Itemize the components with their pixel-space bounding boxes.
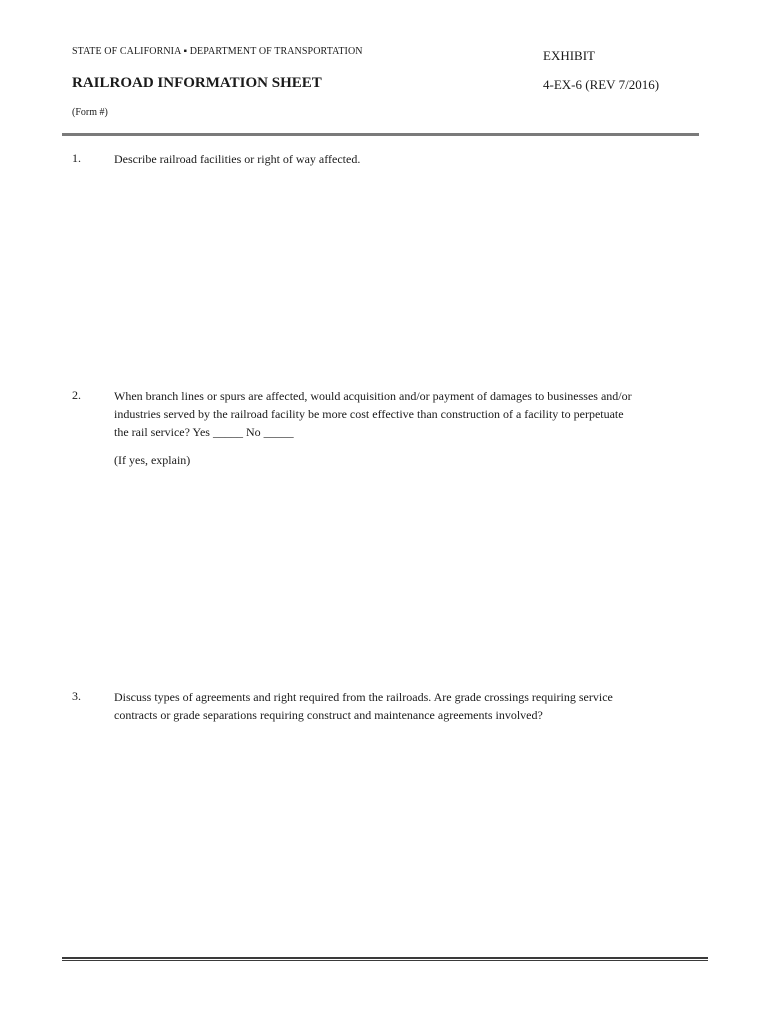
question-1-line-1: Describe railroad facilities or right of way affected. [114,152,361,166]
question-2-number: 2. [72,388,81,402]
header-divider [62,133,699,136]
question-1-number: 1. [72,151,81,165]
question-2-line-2: industries served by the railroad facility be more cost effective than construction of a facility to perpetuate [114,407,624,421]
exhibit-label: EXHIBIT [543,48,595,63]
form-code: 4-EX-6 (REV 7/2016) [543,77,660,92]
footer-divider [62,957,708,961]
question-2-text [114,387,632,441]
question-3-text [114,688,613,724]
question-2-line-3: the rail service? Yes _____ No _____ [114,425,294,439]
question-2-line-1: When branch lines or spurs are affected, would acquisition and/or payment of damages to businesses and/or [114,389,632,403]
agency-header: STATE OF CALIFORNIA ▪ DEPARTMENT OF TRANSPORTATION [72,46,363,57]
question-3-line-2: contracts or grade separations requiring construct and maintenance agreements involved? [114,708,543,722]
question-2-note: (If yes, explain) [114,453,191,467]
question-3-line-1: Discuss types of agreements and right required from the railroads. Are grade crossings requiring service [114,690,613,704]
question-3-number: 3. [72,689,81,703]
page-title: RAILROAD INFORMATION SHEET [72,75,322,91]
form-number: (Form #) [72,107,108,118]
question-1-text [114,150,360,168]
